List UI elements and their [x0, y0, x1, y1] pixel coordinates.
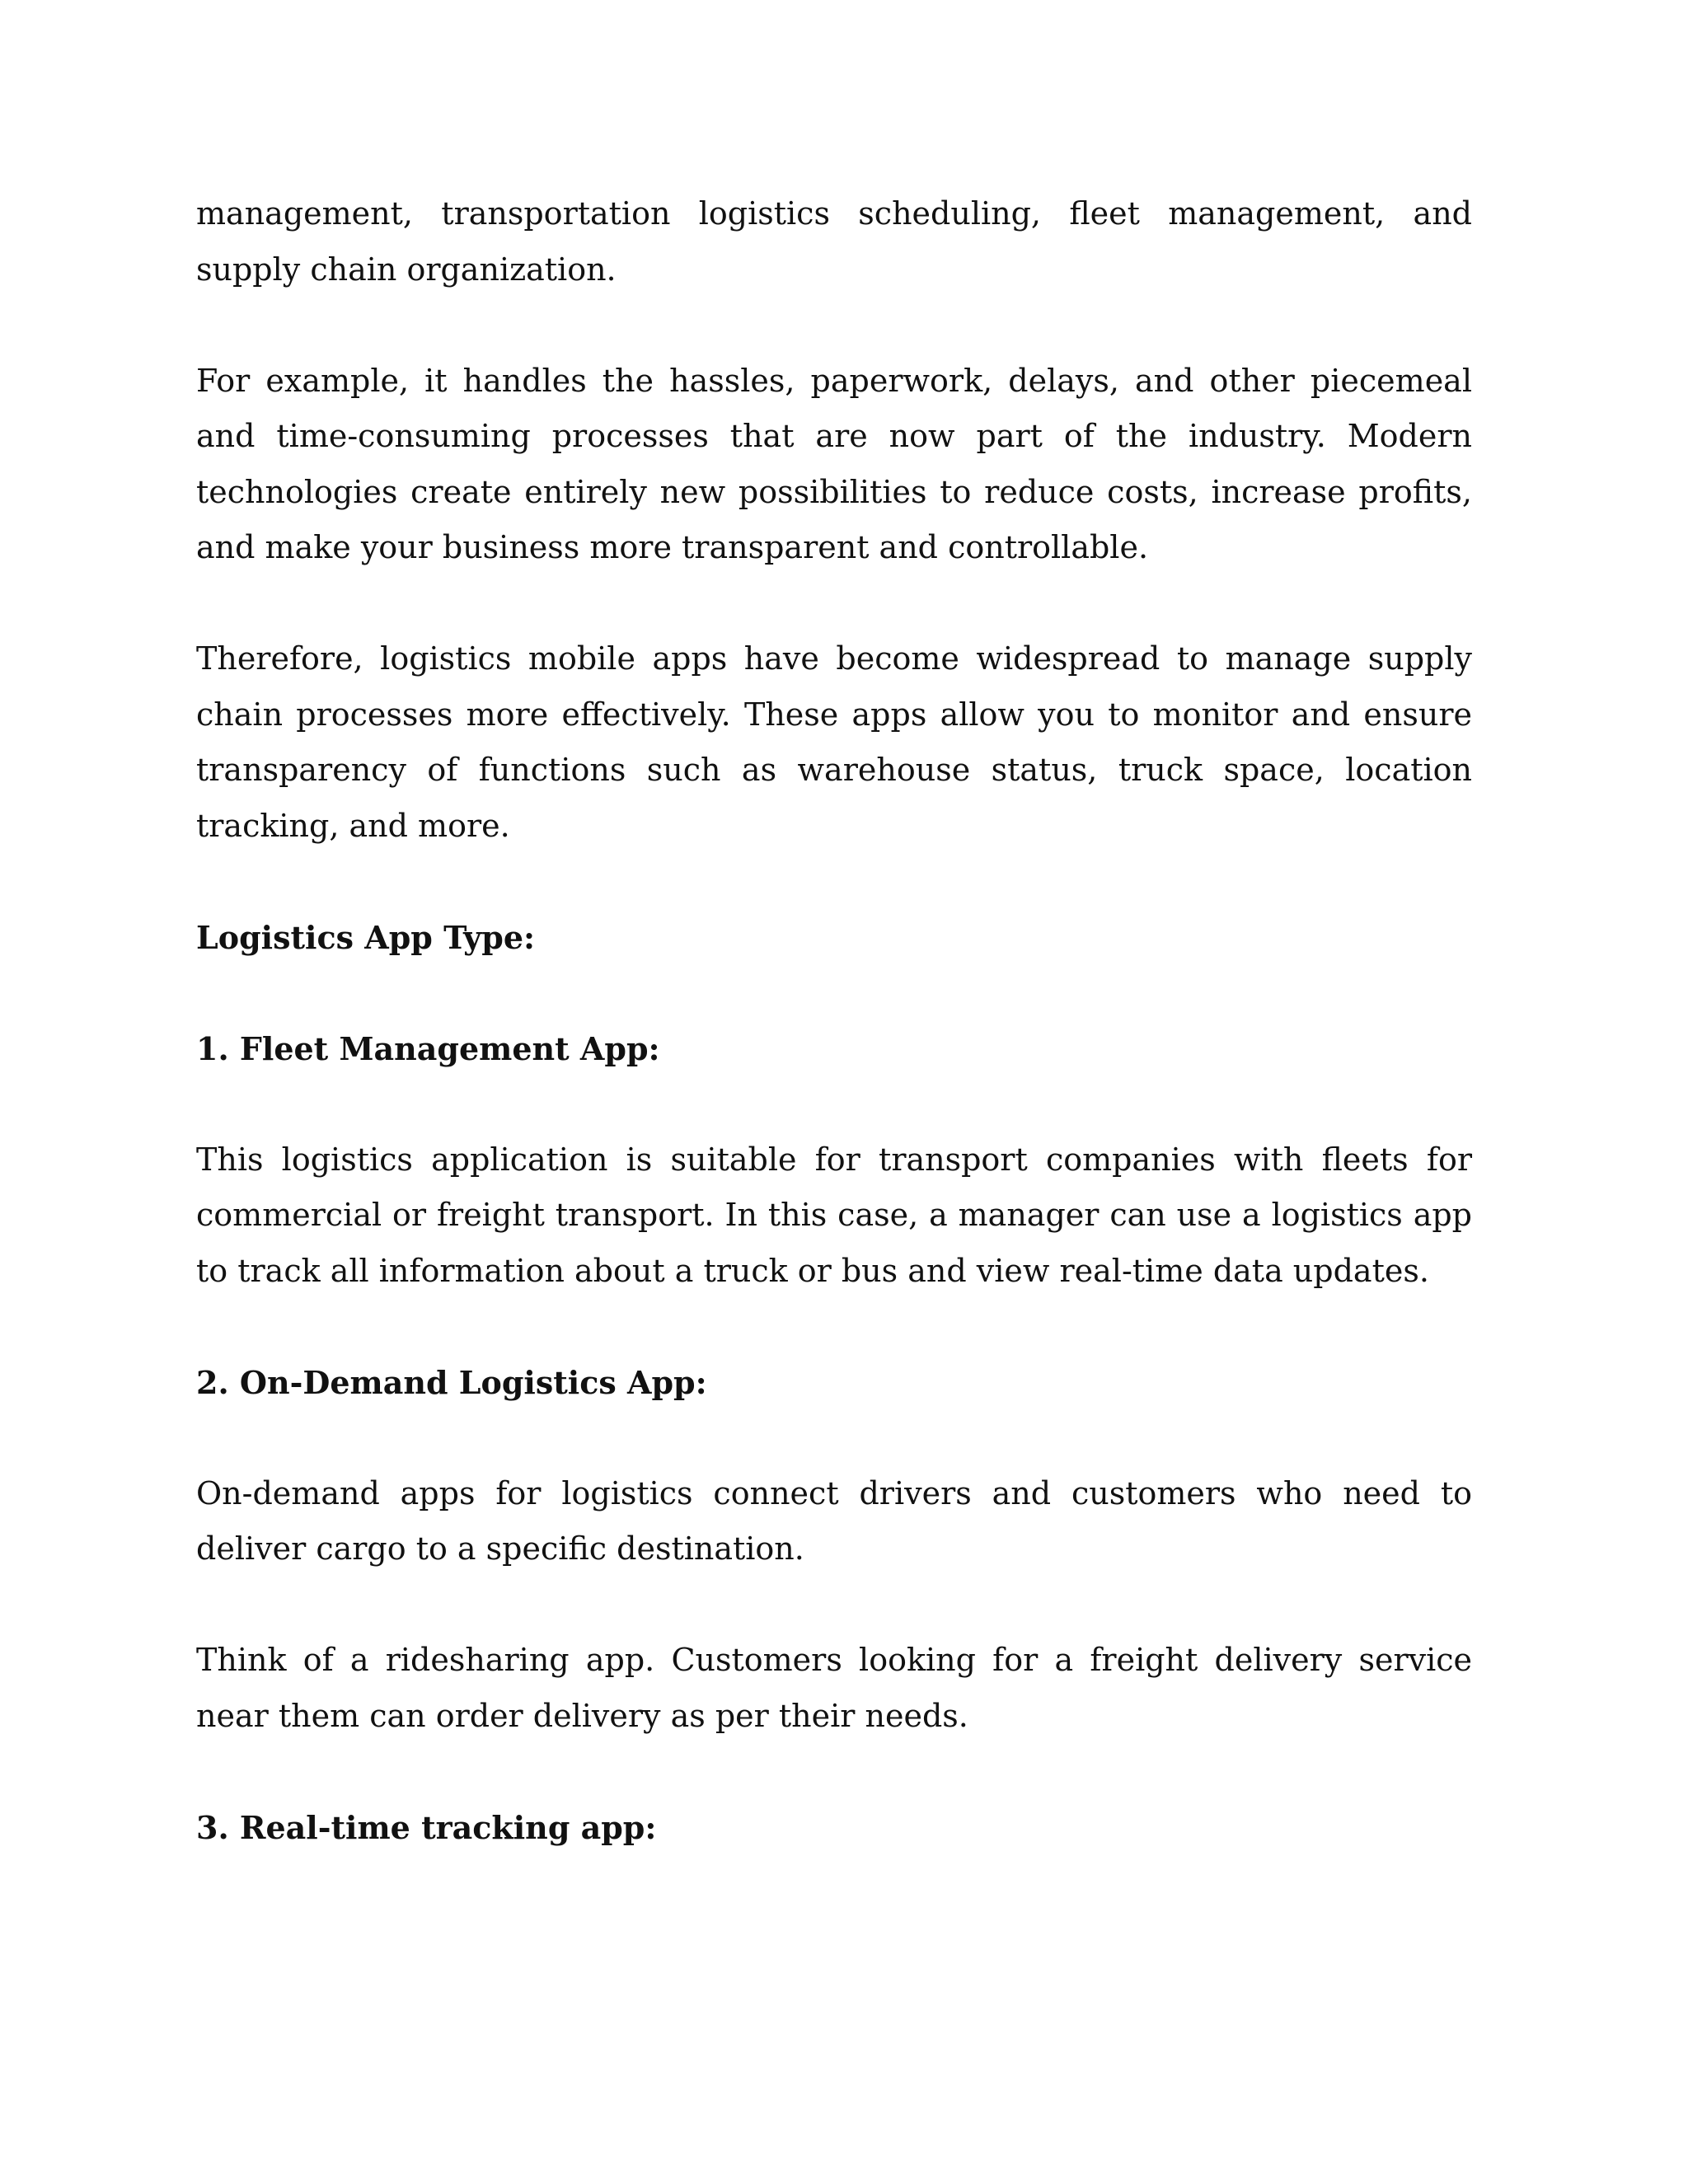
- document-page: [196, 186, 1472, 1855]
- paragraph-on-demand-apps: On-demand apps for logistics connect drivers and customers who need to deliver cargo to a specific destination.: [196, 1474, 1472, 1567]
- heading-logistics-app-type: Logistics App Type:: [196, 918, 536, 956]
- paragraph-mobile-apps: Therefore, logistics mobile apps have become widespread to manage supply chain processes more effectively. These apps allow you to monitor and ensure transparency of functions such as warehouse status, truck space, location tracking, and more.: [196, 640, 1472, 844]
- paragraph-ridesharing: Think of a ridesharing app. Customers looking for a freight delivery service near them can order delivery as per their needs.: [196, 1642, 1472, 1734]
- paragraph-fleet-management: This logistics application is suitable for transport companies with fleets for commercial or freight transport. In this case, a manager can use a logistics app to track all information about a truck or bus and view real-time data updates.: [196, 1141, 1472, 1289]
- heading-real-time-tracking-app: 3. Real-time tracking app:: [196, 1808, 657, 1846]
- heading-on-demand-logistics-app: 2. On-Demand Logistics App:: [196, 1363, 707, 1401]
- paragraph-example: For example, it handles the hassles, paperwork, delays, and other piecemeal and time-consuming processes that are now part of the industry. Modern technologies create entirely new possibilities to reduce costs, increase profits, and make your business more transparent and controllable.: [196, 362, 1472, 565]
- heading-fleet-management-app: 1. Fleet Management App:: [196, 1029, 660, 1067]
- paragraph-intro-continuation: management, transportation logistics scheduling, fleet management, and supply chain organization.: [196, 195, 1472, 288]
